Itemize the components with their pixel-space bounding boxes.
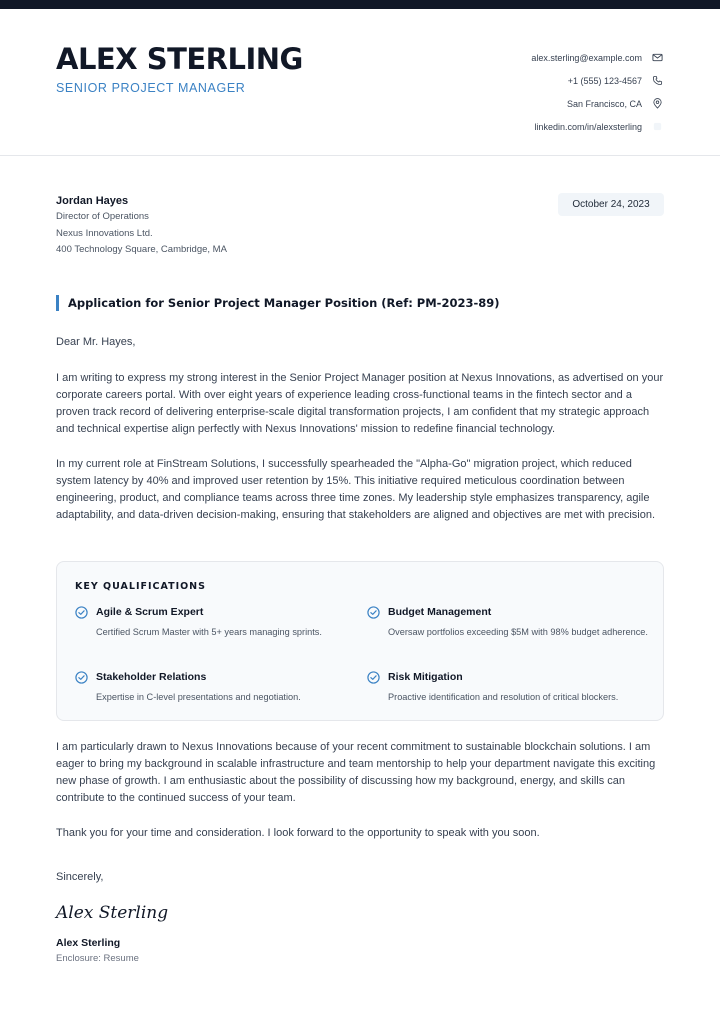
contact-linkedin-text: linkedin.com/in/alexsterling [534, 121, 642, 132]
recipient-name: Jordan Hayes [56, 195, 129, 207]
qualification-description: Certified Scrum Master with 5+ years managing sprints. [96, 627, 322, 637]
qualification-heading: Stakeholder Relations [96, 671, 207, 683]
qualification-heading: Budget Management [388, 606, 492, 618]
contact-phone[interactable] [344, 69, 664, 92]
sender-role: SENIOR PROJECT MANAGER [56, 81, 246, 95]
contact-email-text: alex.sterling@example.com [531, 52, 642, 63]
contact-phone-text: +1 (555) 123-4567 [567, 75, 642, 86]
linkedin-icon [650, 120, 664, 134]
recipient-address: 400 Technology Square, Cambridge, MA [56, 244, 227, 255]
contact-location [344, 92, 664, 115]
body-paragraph-1: I am writing to express my strong interest in the Senior Project Manager position at Nexus Innovations, as advertised on your corporate careers portal. With over eight years of experience leading cross-functional teams in the fintech sector and a proven track record of delivering enterprise-scale digital transformation projects, I am confident that my strategic approach and technical expertise align perfectly with Nexus Innovations' mission to redefine financial technology. [56, 372, 664, 435]
body-paragraph-4: Thank you for your time and consideration. I look forward to the opportunity to speak with you soon. [56, 827, 540, 839]
location-pin-icon [650, 97, 664, 111]
signer-name: Alex Sterling [56, 937, 121, 949]
check-circle-icon [75, 671, 88, 684]
salutation: Dear Mr. Hayes, [56, 336, 136, 348]
contact-linkedin[interactable] [344, 115, 664, 138]
recipient-block [56, 193, 227, 259]
sender-name: ALEX STERLING [56, 42, 303, 76]
body-paragraph-2: In my current role at FinStream Solutions, I successfully spearheaded the "Alpha-Go" migration project, which reduced system latency by 40% and improved user retention by 15%. This initiative required meticulous coordination between engineering, product, and compliance teams across three time zones. My leadership style emphasizes transparency, agile adaptability, and data-driven decision-making, ensuring that stakeholders are aligned and objectives are met with precision. [56, 458, 656, 521]
qualification-description: Oversaw portfolios exceeding $5M with 98% budget adherence. [388, 627, 648, 637]
contact-email[interactable] [344, 46, 664, 69]
key-qualifications-panel [56, 561, 664, 721]
mail-icon [650, 51, 664, 65]
subject-line: Application for Senior Project Manager Position (Ref: PM-2023-89) [56, 295, 500, 311]
check-circle-icon [367, 606, 380, 619]
check-circle-icon [367, 671, 380, 684]
recipient-company: Nexus Innovations Ltd. [56, 227, 153, 239]
body-paragraph-3: I am particularly drawn to Nexus Innovations because of your recent commitment to sustainable blockchain solutions. I am eager to bring my background in scalable infrastructure and team mentorship to help your department navigate this exciting new phase of growth. I am enthusiastic about the possibility of discussing how my background, energy, and skills can contribute to the continued success of your team. [56, 741, 656, 804]
qualification-description: Expertise in C-level presentations and negotiation. [96, 692, 301, 702]
qualification-heading: Risk Mitigation [388, 671, 463, 683]
qualifications-title: KEY QUALIFICATIONS [75, 581, 206, 592]
contact-location-text: San Francisco, CA [566, 98, 642, 109]
enclosure-note: Enclosure: Resume [56, 953, 139, 964]
qualification-heading: Agile & Scrum Expert [96, 606, 204, 618]
check-circle-icon [75, 606, 88, 619]
contact-list [344, 46, 664, 138]
top-accent-bar [0, 0, 720, 9]
phone-icon [650, 74, 664, 88]
qualification-description: Proactive identification and resolution of critical blockers. [388, 692, 619, 702]
handwritten-signature: Alex Sterling [56, 903, 169, 923]
sign-off: Sincerely, [56, 871, 104, 883]
date-badge: October 24, 2023 [558, 193, 664, 216]
letterhead [0, 9, 720, 156]
recipient-title: Director of Operations [56, 211, 149, 222]
